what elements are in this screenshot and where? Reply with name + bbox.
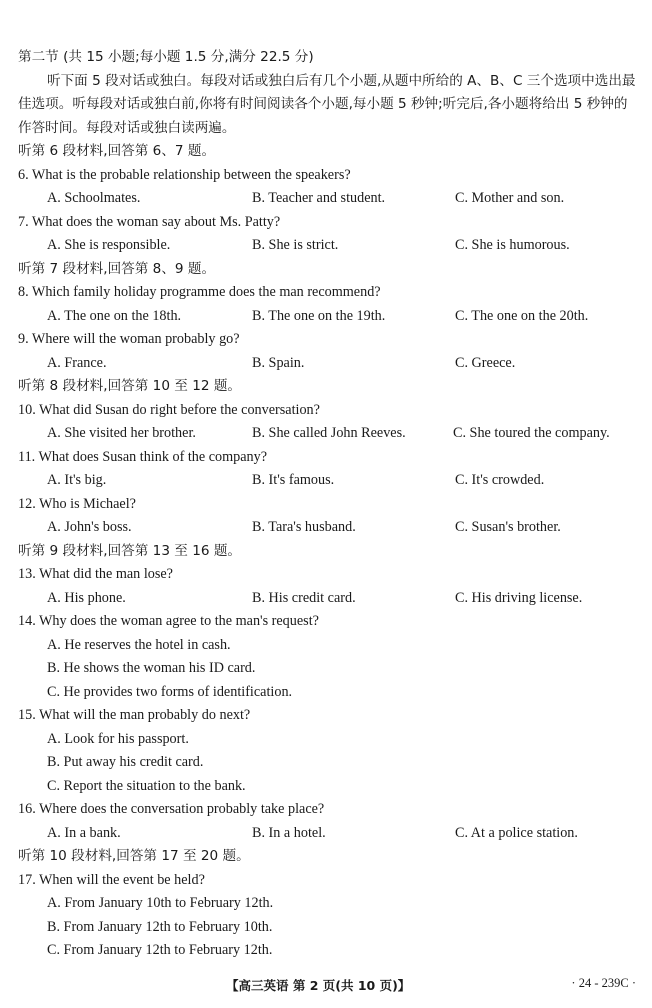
option-b: B. Put away his credit card. [47, 754, 204, 770]
question-stem: 12. Who is Michael? [18, 495, 136, 512]
option-b: B. Tara's husband. [252, 519, 356, 535]
option-a: A. His phone. [47, 589, 126, 606]
option-row [18, 587, 638, 611]
section-instructions: 听下面 5 段对话或独白。每段对话或独白后有几个小题,从题中所给的 A、B、C 三个选项中选出最佳选项。听每段对话或独白前,你将有时间阅读各个小题,每小题 5 秒钟;听完后,各小题将给出 5 秒钟的作答时间。每段对话或独白读两遍。 [18, 72, 636, 136]
option-b: B. Teacher and student. [252, 190, 386, 206]
option-row [18, 305, 638, 329]
option-row [18, 187, 638, 211]
option-b: B. His credit card. [252, 589, 356, 606]
group-heading: 听第 9 段材料,回答第 13 至 16 题。 [18, 542, 242, 559]
option-row [18, 822, 638, 846]
option-c: C. Report the situation to the bank. [47, 777, 246, 794]
question-stem: 17. When will the event be held? [18, 871, 205, 888]
option-a: A. She is responsible. [47, 237, 171, 253]
question-stem: 8. Which family holiday programme does the man recommend? [18, 284, 381, 300]
footer-code: · 24 - 239C · [571, 976, 636, 990]
option-a: A. It's big. [47, 472, 107, 488]
option-c: C. She is humorous. [455, 237, 570, 253]
group-heading: 听第 7 段材料,回答第 8、9 题。 [18, 260, 216, 277]
option-c: C. He provides two forms of identification. [47, 683, 293, 700]
exam-page [18, 46, 638, 963]
question-stem: 14. Why does the woman agree to the man's request? [18, 613, 319, 629]
option-b: B. He shows the woman his ID card. [47, 660, 256, 676]
option-b: B. She is strict. [252, 237, 339, 253]
group-heading: 听第 8 段材料,回答第 10 至 12 题。 [18, 378, 242, 394]
question-stem: 13. What did the man lose? [18, 566, 173, 582]
option-c: C. At a police station. [455, 824, 578, 841]
option-b: B. From January 12th to February 10th. [47, 918, 273, 935]
question-stem: 11. What does Susan think of the company? [18, 448, 268, 465]
option-row [18, 422, 638, 446]
option-row [18, 516, 638, 540]
option-b: B. It's famous. [252, 472, 335, 488]
option-a: A. France. [47, 354, 107, 371]
option-c: C. Greece. [455, 354, 516, 371]
option-a: A. Schoolmates. [47, 190, 141, 206]
question-stem: 10. What did Susan do right before the conversation? [18, 401, 320, 418]
option-c: C. The one on the 20th. [455, 307, 589, 324]
option-a: A. He reserves the hotel in cash. [47, 636, 231, 653]
option-row [18, 352, 638, 376]
option-a: A. She visited her brother. [47, 425, 196, 441]
option-c: C. It's crowded. [455, 472, 545, 488]
option-a: A. The one on the 18th. [47, 307, 182, 324]
page-footer [0, 972, 652, 996]
option-a: A. John's boss. [47, 519, 132, 535]
option-row [18, 234, 638, 258]
option-stack [18, 892, 638, 963]
option-b: B. She called John Reeves. [252, 425, 406, 441]
option-stack [18, 728, 638, 799]
group-heading: 听第 6 段材料,回答第 6、7 题。 [18, 143, 216, 159]
option-b: B. Spain. [252, 354, 305, 371]
option-a: A. From January 10th to February 12th. [47, 895, 274, 911]
option-stack [18, 634, 638, 705]
option-c: C. Susan's brother. [455, 519, 561, 535]
group-heading: 听第 10 段材料,回答第 17 至 20 题。 [18, 848, 250, 864]
option-a: A. Look for his passport. [47, 730, 189, 747]
question-stem: 7. What does the woman say about Ms. Patty? [18, 213, 281, 230]
option-b: B. In a hotel. [252, 824, 326, 841]
option-c: C. His driving license. [455, 589, 583, 606]
option-c: C. From January 12th to February 12th. [47, 942, 273, 958]
option-c: C. She toured the company. [453, 425, 610, 441]
option-row [18, 469, 638, 493]
option-b: B. The one on the 19th. [252, 307, 386, 324]
question-stem: 9. Where will the woman probably go? [18, 331, 240, 347]
option-a: A. In a bank. [47, 824, 121, 841]
question-stem: 16. Where does the conversation probably take place? [18, 801, 325, 817]
option-c: C. Mother and son. [455, 190, 565, 206]
question-stem: 15. What will the man probably do next? [18, 707, 251, 723]
footer-page-info: 【高三英语 第 2 页(共 10 页)】 [226, 978, 411, 993]
section-title: 第二节 (共 15 小题;每小题 1.5 分,满分 22.5 分) [18, 49, 314, 65]
question-stem: 6. What is the probable relationship between the speakers? [18, 166, 351, 183]
